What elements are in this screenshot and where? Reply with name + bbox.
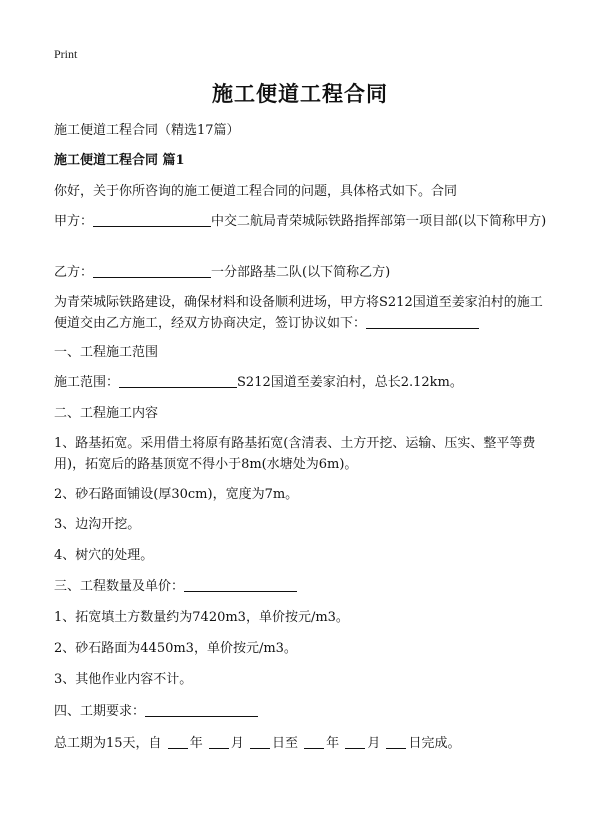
end-month-label: 月: [367, 736, 381, 751]
party-b-text: 一分部路基二队(以下简称乙方): [211, 265, 391, 280]
heading-quantity-text: 三、工程数量及单价：: [54, 579, 185, 594]
preamble-paragraph: [54, 292, 548, 334]
party-b-paragraph: [54, 262, 548, 283]
period-start-text: 总工期为15天，自: [54, 736, 162, 751]
heading-period: [54, 701, 548, 722]
start-month-blank: [209, 734, 229, 749]
party-a-paragraph: [54, 211, 548, 232]
preamble-blank: [366, 314, 479, 329]
heading-content: 二、工程施工内容: [54, 406, 159, 421]
end-year-label: 年: [326, 736, 340, 751]
content-item-1: 1、路基拓宽。采用借土将原有路基拓宽(含清表、土方开挖、运输、压实、整平等费用)，拓宽后的路基顶宽不得小于8m(水塘处为6m)。: [54, 436, 536, 472]
period-paragraph: [54, 733, 548, 754]
start-year-blank: [168, 734, 188, 749]
end-year-blank: [304, 734, 324, 749]
quantity-blank: [184, 577, 297, 592]
start-year-label: 年: [189, 736, 203, 751]
intro-paragraph: 你好，关于你所咨询的施工便道工程合同的问题，具体格式如下。合同: [54, 184, 458, 199]
start-day-blank: [250, 734, 270, 749]
quantity-item-1: 1、拓宽填土方数量约为7420m3，单价按元/m3。: [54, 610, 349, 625]
document-title: 施工便道工程合同: [212, 81, 388, 106]
scope-text: S212国道至姜家泊村，总长2.12km。: [237, 375, 463, 390]
heading-scope: 一、工程施工范围: [54, 345, 159, 360]
period-blank: [145, 702, 258, 717]
scope-blank: [119, 373, 237, 388]
print-link[interactable]: Print: [54, 47, 78, 61]
scope-label: 施工范围：: [54, 375, 120, 390]
preamble-text: 为青荣城际铁路建设，确保材料和设备顺利进场，甲方将S212国道至姜家泊村的施工便道交由乙方施工，经双方协商决定，签订协议如下：: [54, 295, 543, 331]
heading-period-text: 四、工期要求：: [54, 704, 146, 719]
document-subtitle: 施工便道工程合同（精选17篇）: [54, 123, 240, 138]
party-b-label: 乙方：: [54, 265, 94, 280]
quantity-item-2: 2、砂石路面为4450m3，单价按元/m3。: [54, 641, 297, 656]
party-a-text: 中交二航局青荣城际铁路指挥部第一项目部(以下简称甲方): [211, 214, 547, 229]
content-item-3: 3、边沟开挖。: [54, 517, 141, 532]
quantity-item-3: 3、其他作业内容不计。: [54, 672, 193, 687]
end-month-blank: [345, 734, 365, 749]
start-day-to-label: 日至: [272, 736, 299, 751]
end-day-label: 日完成。: [408, 736, 461, 751]
start-month-label: 月: [230, 736, 244, 751]
content-item-2: 2、砂石路面铺设(厚30cm)，宽度为7m。: [54, 487, 299, 502]
section-title: 施工便道工程合同 篇1: [54, 153, 185, 168]
scope-paragraph: [54, 372, 548, 393]
party-a-label: 甲方：: [54, 214, 94, 229]
party-b-blank: [93, 263, 211, 278]
content-item-4: 4、树穴的处理。: [54, 548, 154, 563]
party-a-blank: [93, 212, 211, 227]
heading-quantity: [54, 576, 548, 597]
end-day-blank: [386, 734, 406, 749]
